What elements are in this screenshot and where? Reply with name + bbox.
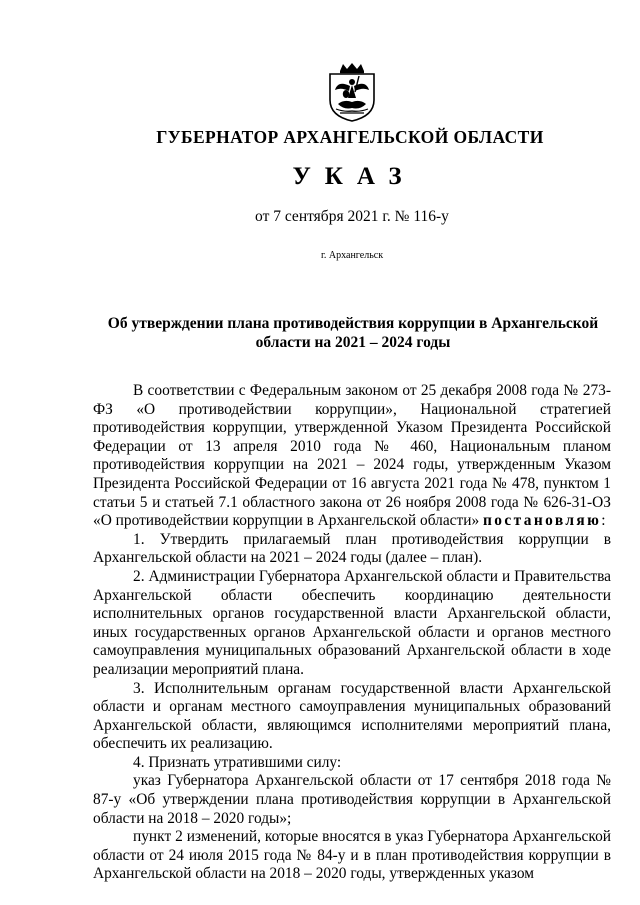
item-4a-paragraph: указ Губернатора Архангельской области от 17 сентября 2018 года № 87-у «Об утверждении плана противодействия коррупции в Архангельской области на 2018 – 2020 годы»; <box>93 772 611 827</box>
resolve-colon: : <box>601 512 606 530</box>
preamble-paragraph <box>93 382 611 531</box>
decree-date-number: от 7 сентября 2021 г. № 116-у <box>255 208 449 225</box>
resolve-word: постановляю <box>483 512 602 530</box>
item-3-paragraph: 3. Исполнительным органам государственной власти Архангельской области и органам местного самоуправления муниципальных образований Архангельской области, являющимся исполнителями мероприятий плана, обеспечить их реализацию. <box>93 679 611 753</box>
item-1-paragraph: 1. Утвердить прилагаемый план противодействия коррупции в Архангельской области на 2021 – 2024 годы (далее – план). <box>93 530 611 567</box>
decree-body <box>93 382 611 884</box>
decree-title: УКАЗ <box>292 163 416 190</box>
preamble-text: В соответствии с Федеральным законом от 25 декабря 2008 года № 273-ФЗ «О противодействии коррупции», Национальной стратегией противодействия коррупции, утвержденной Указом Президента Российской Федерации от 13 апреля 2010 года № 460, Национальным планом противодействия коррупции на 2021 – 2024 годы, утвержденным Указом Президента Российской Федерации от 16 августа 2021 года № 478, пунктом 1 статьи 5 и статьей 7.1 областного закона от 26 ноября 2008 года № 626-31-ОЗ «О противодействии коррупции в Архангельской области» <box>93 382 611 530</box>
governor-title: ГУБЕРНАТОР АРХАНГЕЛЬСКОЙ ОБЛАСТИ <box>156 127 544 147</box>
decree-subject-line-1: Об утверждении плана противодействия коррупции в Архангельской <box>107 315 599 332</box>
arkhangelsk-coat-of-arms-icon <box>326 62 378 122</box>
city-name: г. Архангельск <box>320 250 384 261</box>
item-4b-paragraph: пункт 2 изменений, которые вносятся в указ Губернатора Архангельской области от 24 июля 2015 года № 84-у и в план противодействия коррупции в Архангельской области на 2018 – 2020 годы, утвержденных указом <box>93 828 611 883</box>
item-2-paragraph: 2. Администрации Губернатора Архангельской области и Правительства Архангельской области обеспечить координацию деятельности исполнительных органов государственной власти Архангельской области, иных государственных органов Архангельской области и органов местного самоуправления муниципальных образований Архангельской области в ходе реализации мероприятий плана. <box>93 567 611 678</box>
item-4-paragraph: 4. Признать утратившими силу: <box>133 753 342 771</box>
decree-subject <box>100 314 606 352</box>
decree-subject-line-2: области на 2021 – 2024 годы <box>255 334 451 351</box>
